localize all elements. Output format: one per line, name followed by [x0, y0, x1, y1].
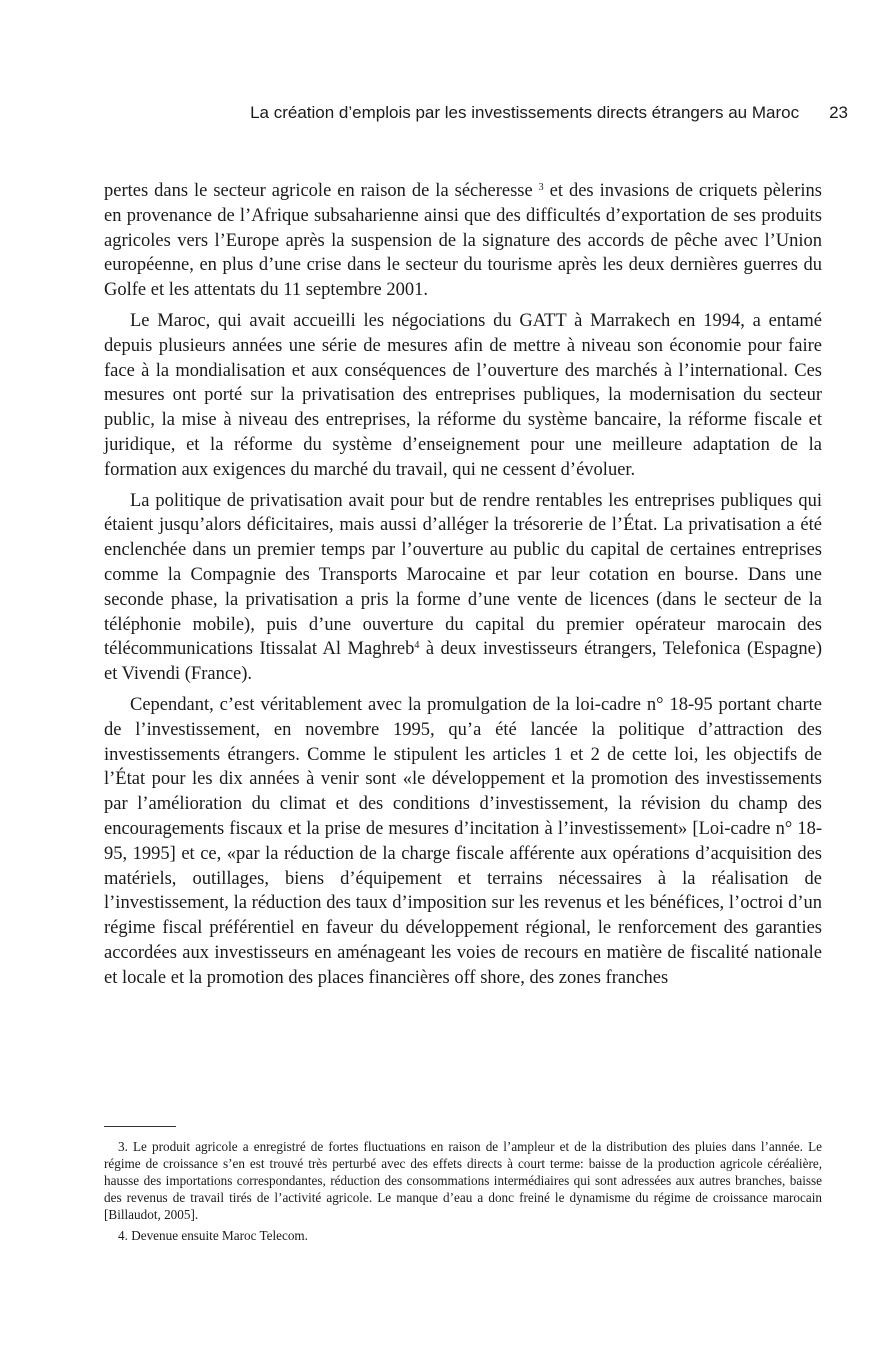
footnote-divider: [104, 1126, 176, 1127]
footnote-3: 3. Le produit agricole a enregistré de fortes fluctuations en raison de l’ampleur et de la distribution des pluies dans l’année. Le régime de croissance s’en est trouvé très perturbé avec des effets directs à court terme: baisse de la production agricole céréalière, hausse des importations correspondantes, réduction des consommations intermédiaires qui sont adressées aux autres branches, baisse des revenus de travail tirés de l’activité agricole. Le manque d’eau a donc freiné le dynamisme du régime de croissance marocain [Billaudot, 2005].: [104, 1139, 822, 1222]
running-header: [104, 103, 848, 123]
paragraph-text: pertes dans le secteur agricole en raison de la sécheresse: [104, 181, 539, 201]
paragraph-2: Le Maroc, qui avait accueilli les négociations du GATT à Marrakech en 1994, a entamé depuis plusieurs années une série de mesures afin de mettre à niveau son économie pour faire face à la mondialisation et aux conséquences de l’ouverture des marchés à l’international. Ces mesures ont porté sur la privatisation des entreprises publiques, la modernisation du secteur public, la mise à niveau des entreprises, la réforme du système bancaire, la réforme fiscale et juridique, et la réforme du système d’enseignement pour une meilleure adaptation de la formation aux exigences du marché du travail, qui ne cessent d’évoluer.: [104, 310, 822, 480]
paragraph-3: [104, 489, 822, 687]
paragraph-1: [104, 179, 822, 303]
footnote-ref-4[interactable]: 4: [414, 640, 420, 652]
body-text: [104, 179, 822, 997]
paragraph-text: La politique de privatisation avait pour but de rendre rentables les entreprises publiques qui étaient jusqu’alors déficitaires, mais aussi d’alléger la trésorerie de l’État. La privatisation a été enclenchée dans un premier temps par l’ouverture au public du capital de certaines entreprises comme la Compagnie des Transports Marocaine et par leur cotation en bourse. Dans une seconde phase, la privatisation a pris la forme d’une vente de licences (dans le secteur de la téléphonie mobile), puis d’une ouverture du capital du premier opérateur marocain des télécommunications Itissalat Al Maghreb: [104, 490, 822, 660]
paragraph-text: et des invasions de criquets pèlerins en provenance de l’Afrique subsaharienne ainsi que des difficultés d’exportation de ses produits agricoles vers l’Europe après la suspension de la signature des accords de pêche avec l’Union européenne, en plus d’une crise dans le secteur du tourisme après les deux dernières guerres du Golfe et les attentats du 11 septembre 2001.: [104, 181, 822, 301]
page-number: 23: [829, 103, 848, 122]
running-head-title: La création d’emplois par les investissements directs étrangers au Maroc: [250, 103, 800, 122]
footnotes: [104, 1138, 822, 1248]
footnote-ref-3[interactable]: 3: [538, 182, 544, 193]
paragraph-text: à deux investisseurs étrangers, Telefonica (Espagne) et Vivendi (France).: [104, 639, 822, 685]
footnote-4: 4. Devenue ensuite Maroc Telecom.: [118, 1228, 308, 1243]
paragraph-4: Cependant, c’est véritablement avec la promulgation de la loi-cadre n° 18-95 portant charte de l’investissement, en novembre 1995, qu’a été lancée la politique d’attraction des investissements étrangers. Comme le stipulent les articles 1 et 2 de cette loi, les objectifs de l’État pour les dix années à venir sont «le développement et la promotion des investissements par l’amélioration du climat et des conditions d’investissement, la révision du champ des encouragements fiscaux et la prise de mesures d’incitation à l’investissement» [Loi-cadre n° 18-95, 1995] et ce, «par la réduction de la charge fiscale afférente aux opérations d’acquisition des matériels, outillages, biens d’équipement et terrains nécessaires à la réalisation de l’investissement, la réduction des taux d’imposition sur les revenus et les bénéfices, l’octroi d’un régime fiscal préférentiel en faveur du développement régional, le renforcement des garanties accordées aux investisseurs en aménageant les voies de recours en matière de fiscalité nationale et locale et la promotion des places financières off shore, des zones franches: [104, 694, 822, 988]
